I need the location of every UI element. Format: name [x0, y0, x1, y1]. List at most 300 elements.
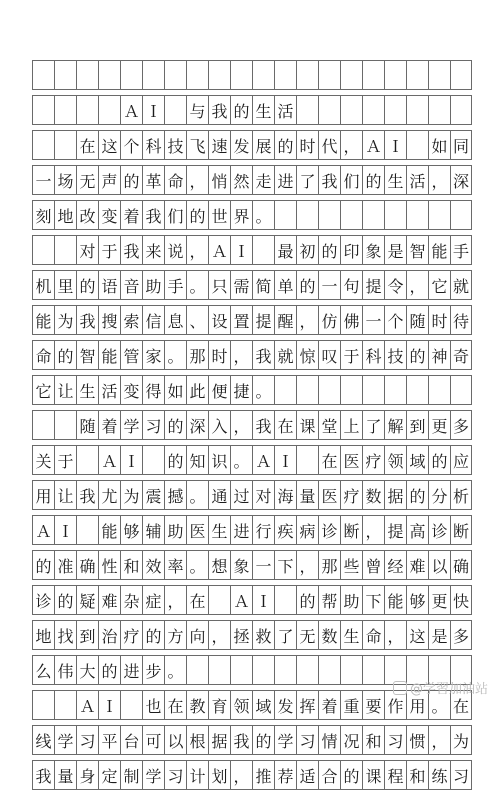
grid-cell: 在: [164, 691, 186, 719]
essay-row: [32, 375, 472, 405]
grid-cell: 活: [98, 376, 120, 404]
grid-cell: 说: [164, 236, 186, 264]
grid-cell: 地: [54, 201, 76, 229]
grid-cell: 助: [142, 271, 164, 299]
grid-cell: Ａ: [120, 96, 142, 124]
grid-cell: 。: [252, 201, 274, 229]
grid-cell: 确: [450, 551, 472, 579]
grid-cell: 以: [164, 726, 186, 754]
grid-cell: 。: [186, 271, 208, 299]
grid-cell: 习: [76, 726, 98, 754]
grid-cell: [296, 201, 318, 229]
grid-cell: 随: [76, 411, 98, 439]
grid-cell: 要: [362, 691, 384, 719]
grid-cell: [318, 376, 340, 404]
grid-cell: 域: [406, 446, 428, 474]
grid-cell: 世: [208, 201, 230, 229]
grid-cell: 叹: [318, 341, 340, 369]
grid-cell: 教: [186, 691, 208, 719]
grid-cell: [296, 446, 318, 474]
grid-cell: 生: [384, 166, 406, 194]
grid-cell: 的: [406, 481, 428, 509]
grid-cell: 着: [318, 691, 340, 719]
grid-cell: 的: [274, 131, 296, 159]
grid-cell: Ｉ: [142, 96, 164, 124]
grid-cell: [406, 376, 428, 404]
grid-cell: 定: [98, 761, 120, 789]
grid-cell: 适: [296, 761, 318, 789]
grid-cell: [208, 656, 230, 684]
grid-cell: 。: [164, 656, 186, 684]
grid-cell: [384, 61, 406, 89]
grid-cell: 震: [142, 481, 164, 509]
essay-row: [32, 340, 472, 370]
grid-cell: [32, 236, 54, 264]
grid-cell: 确: [76, 551, 98, 579]
grid-cell: 在: [76, 131, 98, 159]
grid-cell: [32, 691, 54, 719]
grid-cell: 通: [208, 481, 230, 509]
grid-cell: 高: [406, 516, 428, 544]
grid-cell: Ｉ: [252, 586, 274, 614]
grid-cell: 解: [384, 411, 406, 439]
grid-cell: 于: [340, 341, 362, 369]
grid-cell: 情: [318, 726, 340, 754]
grid-cell: Ｉ: [98, 691, 120, 719]
grid-cell: [296, 376, 318, 404]
grid-cell: 帮: [318, 586, 340, 614]
grid-cell: 辅: [142, 516, 164, 544]
grid-cell: 提: [384, 516, 406, 544]
grid-cell: 此: [186, 376, 208, 404]
essay-row: [32, 60, 472, 90]
grid-cell: ，: [428, 166, 450, 194]
grid-cell: 在: [186, 586, 208, 614]
grid-cell: 学: [54, 726, 76, 754]
essay-row: [32, 95, 472, 125]
grid-cell: 重: [340, 691, 362, 719]
grid-cell: 发: [230, 131, 252, 159]
grid-cell: 索: [120, 306, 142, 334]
grid-cell: 的: [230, 96, 252, 124]
grid-cell: 推: [252, 761, 274, 789]
grid-cell: 的: [98, 656, 120, 684]
grid-cell: 下: [274, 551, 296, 579]
grid-cell: [340, 201, 362, 229]
grid-cell: 够: [406, 586, 428, 614]
grid-cell: [428, 201, 450, 229]
grid-cell: [362, 96, 384, 124]
essay-row: [32, 130, 472, 160]
grid-cell: [32, 131, 54, 159]
grid-cell: [296, 656, 318, 684]
grid-cell: 着: [120, 201, 142, 229]
grid-cell: 象: [362, 236, 384, 264]
essay-row: [32, 480, 472, 510]
grid-cell: 那: [318, 551, 340, 579]
grid-cell: [428, 376, 450, 404]
grid-cell: 家: [142, 341, 164, 369]
grid-cell: [142, 446, 164, 474]
grid-cell: 如: [428, 131, 450, 159]
grid-cell: 数: [318, 621, 340, 649]
grid-cell: 那: [186, 341, 208, 369]
grid-cell: 病: [296, 516, 318, 544]
grid-cell: 展: [252, 131, 274, 159]
essay-row: [32, 200, 472, 230]
grid-cell: 入: [208, 411, 230, 439]
grid-cell: 症: [142, 586, 164, 614]
grid-cell: 印: [340, 236, 362, 264]
grid-cell: 智: [406, 236, 428, 264]
grid-cell: [252, 236, 274, 264]
grid-cell: 断: [450, 516, 472, 544]
grid-cell: [164, 61, 186, 89]
grid-cell: ，: [230, 411, 252, 439]
grid-cell: 的: [142, 621, 164, 649]
grid-cell: 于: [54, 446, 76, 474]
grid-cell: 机: [32, 271, 54, 299]
grid-cell: [362, 201, 384, 229]
grid-cell: [54, 411, 76, 439]
grid-cell: 难: [406, 551, 428, 579]
essay-row: [32, 620, 472, 650]
grid-cell: 应: [450, 446, 472, 474]
grid-cell: 经: [384, 551, 406, 579]
essay-row: [32, 410, 472, 440]
grid-cell: 可: [142, 726, 164, 754]
grid-cell: 是: [428, 621, 450, 649]
grid-cell: [76, 96, 98, 124]
grid-cell: 识: [208, 446, 230, 474]
grid-cell: 我: [230, 726, 252, 754]
grid-cell: 走: [252, 166, 274, 194]
grid-cell: 仿: [318, 306, 340, 334]
grid-cell: 。: [252, 376, 274, 404]
grid-cell: 我: [120, 236, 142, 264]
grid-cell: [450, 96, 472, 124]
grid-cell: [340, 96, 362, 124]
grid-cell: 堂: [318, 411, 340, 439]
grid-cell: 捷: [230, 376, 252, 404]
grid-cell: 更: [428, 586, 450, 614]
grid-cell: 能: [428, 236, 450, 264]
grid-cell: 场: [54, 166, 76, 194]
grid-cell: ，: [208, 621, 230, 649]
grid-cell: 无: [296, 621, 318, 649]
grid-cell: 么: [32, 656, 54, 684]
grid-cell: [32, 411, 54, 439]
grid-cell: 难: [98, 586, 120, 614]
grid-cell: 课: [296, 411, 318, 439]
grid-cell: 一: [252, 551, 274, 579]
grid-cell: 生: [208, 516, 230, 544]
grid-cell: 为: [54, 306, 76, 334]
grid-cell: 们: [340, 166, 362, 194]
grid-cell: ，: [428, 726, 450, 754]
grid-cell: 搜: [98, 306, 120, 334]
grid-cell: 和: [406, 761, 428, 789]
grid-cell: 得: [142, 376, 164, 404]
grid-cell: [164, 96, 186, 124]
grid-cell: 也: [142, 691, 164, 719]
grid-cell: 象: [230, 551, 252, 579]
grid-cell: 随: [406, 306, 428, 334]
grid-cell: [274, 201, 296, 229]
grid-cell: 据: [208, 726, 230, 754]
grid-cell: 方: [164, 621, 186, 649]
grid-cell: 。: [186, 551, 208, 579]
watermark-logo-icon: [393, 681, 407, 695]
grid-cell: 生: [76, 376, 98, 404]
grid-cell: 刻: [32, 201, 54, 229]
grid-cell: 佛: [340, 306, 362, 334]
grid-cell: 诊: [428, 516, 450, 544]
grid-cell: 的: [362, 166, 384, 194]
grid-cell: 的: [428, 446, 450, 474]
grid-cell: 的: [186, 201, 208, 229]
grid-cell: 手: [450, 236, 472, 264]
grid-cell: 便: [208, 376, 230, 404]
grid-cell: [186, 61, 208, 89]
grid-cell: 我: [252, 411, 274, 439]
grid-cell: 技: [384, 341, 406, 369]
grid-cell: 需: [230, 271, 252, 299]
grid-cell: [274, 586, 296, 614]
grid-cell: [208, 586, 230, 614]
grid-cell: 了: [296, 166, 318, 194]
grid-cell: 制: [120, 761, 142, 789]
grid-cell: [384, 201, 406, 229]
grid-cell: 的: [296, 586, 318, 614]
grid-cell: 疑: [76, 586, 98, 614]
grid-cell: 神: [428, 341, 450, 369]
grid-cell: Ａ: [230, 586, 252, 614]
grid-cell: Ａ: [362, 131, 384, 159]
grid-cell: [230, 656, 252, 684]
grid-cell: 的: [340, 761, 362, 789]
grid-cell: 来: [142, 236, 164, 264]
grid-cell: 多: [450, 621, 472, 649]
grid-cell: [384, 96, 406, 124]
grid-cell: [186, 656, 208, 684]
grid-cell: 撼: [164, 481, 186, 509]
grid-cell: 的: [406, 341, 428, 369]
grid-cell: Ａ: [32, 516, 54, 544]
grid-cell: 台: [120, 726, 142, 754]
grid-cell: ，: [406, 271, 428, 299]
grid-cell: 无: [76, 166, 98, 194]
grid-cell: [318, 61, 340, 89]
grid-cell: 领: [230, 691, 252, 719]
grid-cell: 行: [252, 516, 274, 544]
grid-cell: [318, 656, 340, 684]
grid-cell: 革: [142, 166, 164, 194]
grid-cell: 语: [98, 271, 120, 299]
grid-cell: ，: [164, 586, 186, 614]
grid-cell: 程: [384, 761, 406, 789]
grid-cell: 合: [318, 761, 340, 789]
grid-cell: 更: [428, 411, 450, 439]
essay-row: [32, 725, 472, 755]
grid-cell: 句: [340, 271, 362, 299]
grid-cell: ，: [384, 621, 406, 649]
grid-cell: 的: [252, 726, 274, 754]
grid-cell: 的: [76, 271, 98, 299]
grid-cell: 习: [450, 761, 472, 789]
grid-cell: [54, 61, 76, 89]
grid-cell: [76, 446, 98, 474]
grid-cell: 声: [98, 166, 120, 194]
grid-cell: 息: [164, 306, 186, 334]
grid-cell: Ｉ: [54, 516, 76, 544]
essay-row: [32, 305, 472, 335]
grid-cell: 习: [142, 411, 164, 439]
grid-cell: 生: [340, 621, 362, 649]
grid-cell: 提: [362, 271, 384, 299]
grid-cell: Ｉ: [120, 446, 142, 474]
grid-cell: 。: [230, 446, 252, 474]
grid-cell: ，: [340, 131, 362, 159]
essay-row: [32, 550, 472, 580]
grid-cell: [98, 96, 120, 124]
grid-cell: 荐: [274, 761, 296, 789]
grid-cell: 。: [428, 691, 450, 719]
grid-cell: 过: [230, 481, 252, 509]
grid-cell: 快: [450, 586, 472, 614]
grid-cell: 杂: [120, 586, 142, 614]
grid-cell: [32, 96, 54, 124]
grid-cell: 能: [384, 586, 406, 614]
grid-cell: 我: [76, 481, 98, 509]
grid-cell: 能: [98, 341, 120, 369]
grid-cell: ，: [230, 761, 252, 789]
grid-cell: 上: [340, 411, 362, 439]
grid-cell: 育: [208, 691, 230, 719]
grid-cell: 诊: [318, 516, 340, 544]
grid-cell: 活: [274, 96, 296, 124]
grid-cell: 用: [406, 691, 428, 719]
grid-cell: 和: [120, 551, 142, 579]
grid-cell: 的: [296, 271, 318, 299]
grid-cell: 了: [362, 411, 384, 439]
grid-cell: 。: [186, 481, 208, 509]
grid-cell: [252, 656, 274, 684]
grid-cell: 断: [340, 516, 362, 544]
grid-cell: 在: [274, 411, 296, 439]
grid-cell: 进: [230, 516, 252, 544]
grid-cell: 在: [318, 446, 340, 474]
grid-cell: 让: [54, 376, 76, 404]
grid-cell: 习: [384, 726, 406, 754]
grid-cell: [450, 61, 472, 89]
grid-cell: 代: [318, 131, 340, 159]
grid-cell: [120, 61, 142, 89]
grid-cell: Ａ: [98, 446, 120, 474]
grid-cell: 能: [32, 306, 54, 334]
grid-cell: 平: [98, 726, 120, 754]
grid-cell: 就: [450, 271, 472, 299]
grid-cell: 想: [208, 551, 230, 579]
grid-cell: 我: [142, 201, 164, 229]
grid-cell: [428, 61, 450, 89]
grid-cell: [450, 201, 472, 229]
grid-cell: 。: [164, 341, 186, 369]
grid-cell: [362, 376, 384, 404]
grid-cell: [76, 61, 98, 89]
grid-cell: 效: [142, 551, 164, 579]
grid-cell: 医: [318, 481, 340, 509]
grid-cell: [384, 376, 406, 404]
grid-cell: 治: [98, 621, 120, 649]
grid-cell: 深: [450, 166, 472, 194]
grid-cell: 练: [428, 761, 450, 789]
grid-cell: [274, 376, 296, 404]
grid-cell: 划: [208, 761, 230, 789]
grid-cell: 性: [98, 551, 120, 579]
grid-cell: 为: [120, 481, 142, 509]
grid-cell: 知: [186, 446, 208, 474]
grid-cell: 下: [362, 586, 384, 614]
grid-cell: 时: [428, 306, 450, 334]
grid-cell: 让: [54, 481, 76, 509]
grid-cell: [450, 376, 472, 404]
grid-cell: 我: [32, 761, 54, 789]
grid-cell: [142, 61, 164, 89]
grid-cell: [208, 61, 230, 89]
grid-cell: 惊: [296, 341, 318, 369]
grid-cell: 生: [252, 96, 274, 124]
grid-cell: 醒: [274, 306, 296, 334]
grid-cell: 身: [76, 761, 98, 789]
grid-cell: [362, 61, 384, 89]
grid-cell: Ａ: [76, 691, 98, 719]
grid-cell: 向: [186, 621, 208, 649]
grid-cell: 命: [362, 621, 384, 649]
grid-cell: 线: [32, 726, 54, 754]
grid-cell: 音: [120, 271, 142, 299]
essay-row: [32, 270, 472, 300]
grid-cell: 的: [318, 236, 340, 264]
grid-cell: 以: [428, 551, 450, 579]
grid-cell: Ｉ: [274, 446, 296, 474]
grid-cell: 在: [450, 691, 472, 719]
grid-cell: 医: [340, 446, 362, 474]
grid-cell: 尤: [98, 481, 120, 509]
grid-cell: 步: [142, 656, 164, 684]
grid-cell: 找: [54, 621, 76, 649]
grid-cell: [296, 61, 318, 89]
grid-cell: 根: [186, 726, 208, 754]
grid-cell: 时: [208, 341, 230, 369]
watermark: [393, 678, 488, 697]
grid-cell: 如: [164, 376, 186, 404]
grid-cell: [54, 236, 76, 264]
grid-cell: 准: [54, 551, 76, 579]
grid-cell: 界: [230, 201, 252, 229]
grid-cell: ，: [186, 236, 208, 264]
grid-cell: Ｉ: [384, 131, 406, 159]
grid-cell: 发: [274, 691, 296, 719]
grid-cell: 析: [450, 481, 472, 509]
grid-cell: 单: [274, 271, 296, 299]
essay-row: [32, 165, 472, 195]
grid-cell: [340, 61, 362, 89]
grid-cell: 救: [252, 621, 274, 649]
grid-cell: 改: [76, 201, 98, 229]
grid-cell: 学: [142, 761, 164, 789]
grid-cell: 进: [274, 166, 296, 194]
